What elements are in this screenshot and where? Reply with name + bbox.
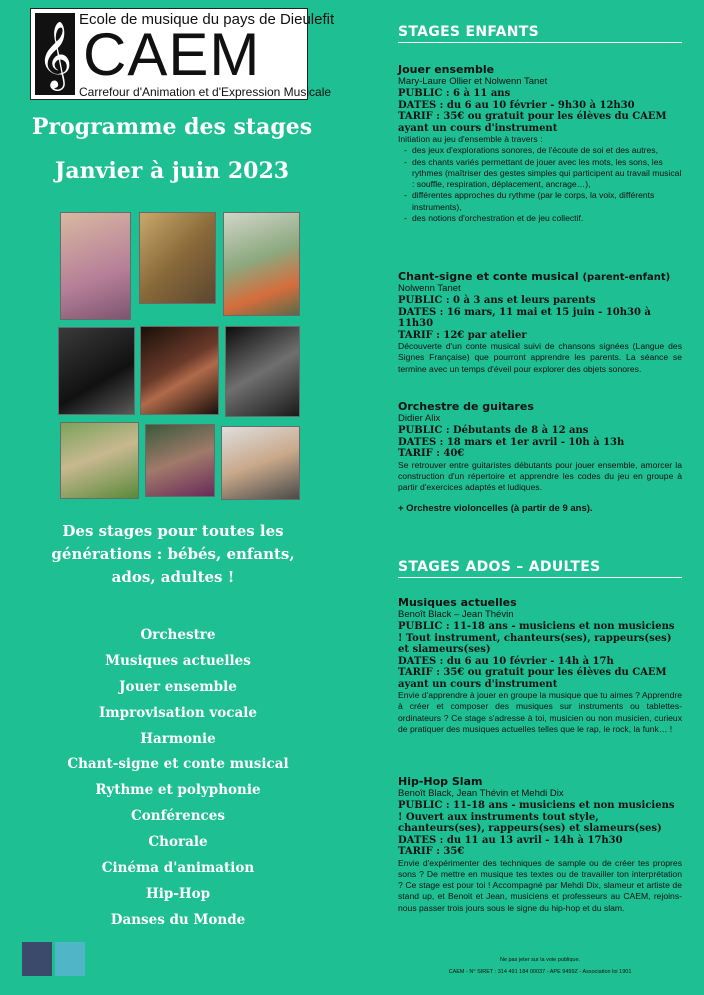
topic-item: Conférences xyxy=(131,808,225,825)
photo-tuba-player xyxy=(139,212,216,304)
list-item: - des chants variés permettant de jouer avec les mots, les sons, les rythmes (maîtriser des gestes simples qui participent au travail musical : souffle, respiration, déplacement, ancrage…), xyxy=(406,157,682,191)
stage-title: Orchestre de guitares xyxy=(398,400,534,413)
stage-tarif: TARIF : 35€ xyxy=(398,846,465,857)
stage-title: Hip-Hop Slam xyxy=(398,775,483,788)
logo-acronym: CAEM xyxy=(83,21,261,88)
stage-orchestre-guitares xyxy=(398,400,682,514)
list-item: - des jeux d'explorations sonores, de l'écoute de soi et des autres, xyxy=(406,145,682,156)
partner-logos xyxy=(22,942,86,976)
topic-item: Hip-Hop xyxy=(145,885,211,902)
stage-description: Se retrouver entre guitaristes débutants pour jouer ensemble, amorcer la construction d'un répertoire et apprendre les codes du jeu en groupe à partir d'exercices adaptés et ludiques. xyxy=(398,459,682,493)
stage-tarif: TARIF : 35€ ou gratuit pour les élèves du CAEM ayant un cours d'instrument xyxy=(398,111,667,134)
logo-full-name: Carrefour d'Animation et d'Expression Musicale xyxy=(79,85,332,99)
photo-woman-smiling xyxy=(145,424,215,497)
photo-woman-portrait xyxy=(225,326,300,417)
stage-dates: DATES : 18 mars et 1er avril - 10h à 13h xyxy=(398,436,625,448)
stage-dates: DATES : du 11 au 13 avril - 14h à 17h30 xyxy=(398,834,623,846)
photo-guitarist xyxy=(221,426,300,500)
topic-item: Musiques actuelles xyxy=(105,652,251,669)
topic-item: Jouer ensemble xyxy=(119,678,237,695)
extra-note: + Orchestre violoncelles (à partir de 9 ans). xyxy=(398,503,593,515)
list-item: - différentes approches du rythme (par le corps, la voix, différents instruments), xyxy=(406,190,682,213)
stage-public: PUBLIC : 6 à 11 ans xyxy=(398,88,511,99)
partner-logo-1 xyxy=(22,942,52,976)
section-heading-ados: STAGES ADOS – ADULTES xyxy=(398,559,682,578)
stage-bullets xyxy=(398,145,682,224)
photo-singer xyxy=(140,326,219,415)
topic-item: Harmonie xyxy=(140,730,216,747)
photo-woman-instrument xyxy=(60,422,139,499)
topic-item: Danses du Monde xyxy=(110,911,246,928)
stage-musiques-actuelles xyxy=(398,596,682,735)
stage-jouer-ensemble xyxy=(398,63,682,224)
stage-title: Chant-signe et conte musical (parent-enfant) xyxy=(398,270,671,283)
topic-item: Orchestre xyxy=(140,627,216,643)
stage-teachers: Mary-Laure Ollier et Nolwenn Tanet xyxy=(398,76,548,87)
footer-notice: Ne pas jeter sur la voie publique. xyxy=(499,957,581,963)
page-subtitle: Janvier à juin 2023 xyxy=(54,158,290,184)
section-heading-enfants: STAGES ENFANTS xyxy=(398,24,682,43)
stage-dates: DATES : du 6 au 10 février - 14h à 17h xyxy=(398,655,614,667)
stage-hip-hop-slam xyxy=(398,775,682,914)
stage-public: PUBLIC : Débutants de 8 à 12 ans xyxy=(398,425,589,436)
stage-tarif: TARIF : 40€ xyxy=(398,448,465,459)
tagline: Des stages pour toutes les générations : bébés, enfants, ados, adultes ! xyxy=(51,522,295,586)
footer-legal: CAEM - N° SIRET : 314 491 184 00037 - APE 9499Z - Association loi 1901 xyxy=(448,969,632,975)
stage-dates: DATES : du 6 au 10 février - 9h30 à 12h30 xyxy=(398,99,635,111)
photo-saxophonist xyxy=(58,327,135,415)
logo-school-name: Ecole de musique du pays de Dieulefit xyxy=(79,11,335,28)
topic-list xyxy=(0,626,356,937)
stage-teachers: Nolwenn Tanet xyxy=(398,283,461,294)
topic-item: Cinéma d'animation xyxy=(101,860,255,877)
stage-public: PUBLIC : 11-18 ans - musiciens et non musiciens ! Ouvert aux instruments tout style, chanteurs(ses), rappeurs(ses) et slameurs(ses) xyxy=(398,800,675,834)
stage-intro: Initiation au jeu d'ensemble à travers : xyxy=(398,134,543,144)
stage-description: Envie d'apprendre à jouer en groupe la musique que tu aimes ? Apprendre à créer et composer des musiques sur instruments ou tablettes-ordinateurs ? Ce stage s'adresse à toi, musicien ou non musicien, curieux de pratiquer des musiques actuelles telles que le rap, le rock, la funk… ! xyxy=(398,690,682,734)
stage-title: Jouer ensemble xyxy=(398,63,495,76)
topic-item: Improvisation vocale xyxy=(99,704,257,721)
treble-clef-icon: 𝄞 xyxy=(35,13,75,95)
stage-description: Envie d'expérimenter des techniques de sample ou de créer tes propres sons ? De mettre en musique tes textes ou de travailler ton interprétation ? Ce stage est pour toi ! Accompagné par Mehdi Dix, slameur et artiste de stand up, et Benoit et Jean, musiciens et professeurs au CAEM, rejoins-nous passer trois jours sous le signe du hip-hop et du slam. xyxy=(398,857,682,913)
stage-description: Découverte d'un conte musical suivi de chansons signées (Langue des Signes Française) que pourront apprendre les parents. La séance se termine avec un temps d'éveil pour explorer des objets sonores. xyxy=(398,341,682,374)
stage-public: PUBLIC : 0 à 3 ans et leurs parents xyxy=(398,295,596,306)
stage-dates: DATES : 16 mars, 11 mai et 15 juin - 10h30 à 11h30 xyxy=(398,306,651,329)
stage-teachers: Didier Alix xyxy=(398,413,441,424)
topic-item: Rythme et polyphonie xyxy=(95,782,261,799)
photo-percussionist xyxy=(223,212,300,316)
caem-logo xyxy=(30,8,335,100)
list-item: - des notions d'orchestration et de jeu collectif. xyxy=(406,213,682,224)
partner-logo-2 xyxy=(55,942,85,976)
stage-teachers: Benoît Black, Jean Thévin et Mehdi Dix xyxy=(398,788,564,799)
topic-item: Chorale xyxy=(148,834,208,851)
topic-item: Chant-signe et conte musical xyxy=(67,756,289,773)
stage-title: Musiques actuelles xyxy=(398,596,517,609)
stage-tarif: TARIF : 12€ par atelier xyxy=(398,329,527,341)
stage-public: PUBLIC : 11-18 ans - musiciens et non musiciens ! Tout instrument, chanteurs(ses), rappeurs(ses) et slameurs(ses) xyxy=(398,621,675,655)
page-title: Programme des stages xyxy=(31,114,313,140)
stage-teachers: Benoît Black – Jean Thévin xyxy=(398,609,514,620)
photo-cellist xyxy=(60,212,131,320)
stage-tarif: TARIF : 35€ ou gratuit pour les élèves du CAEM ayant un cours d'instrument xyxy=(398,667,667,690)
stage-chant-signe xyxy=(398,270,682,375)
